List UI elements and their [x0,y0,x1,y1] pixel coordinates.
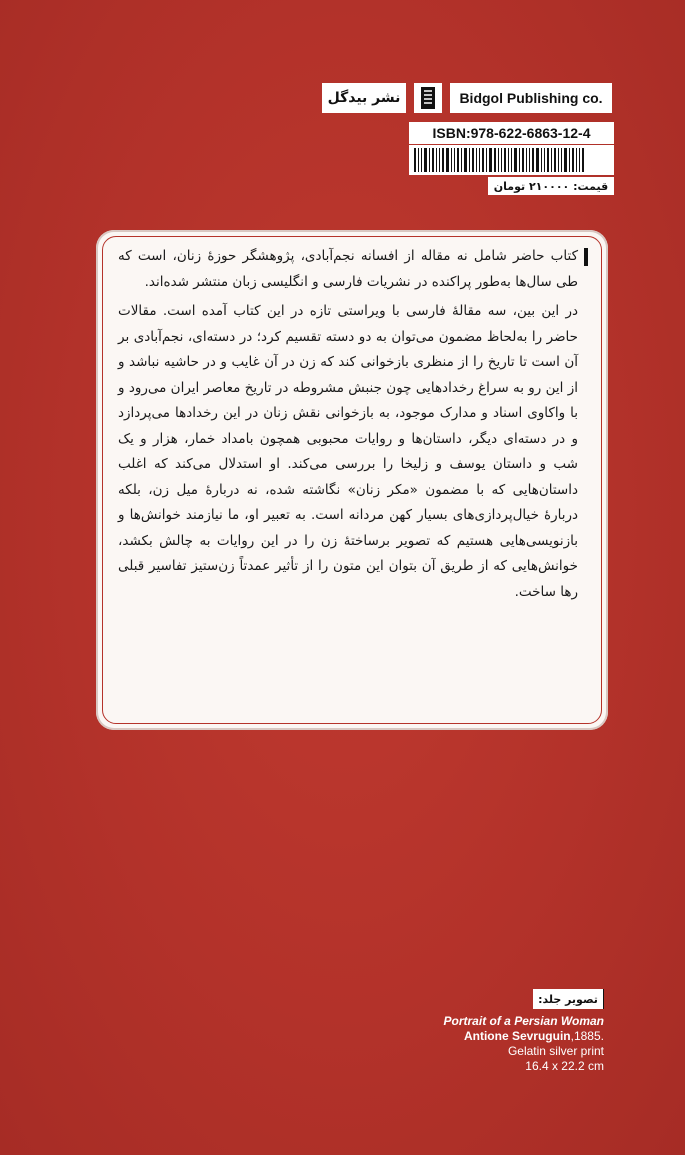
price-label: قیمت: ۲۱۰۰۰۰ تومان [488,177,614,195]
barcode-bar [572,148,574,172]
barcode-bar [486,148,487,172]
publisher-logo-icon [414,83,442,113]
barcode-bar [457,148,459,172]
barcode-bar [414,148,416,172]
barcode-bar [526,148,527,172]
barcode-bar [564,148,567,172]
barcode-bar [494,148,496,172]
description-card [96,230,608,730]
book-description [118,244,578,605]
barcode-bar [464,148,467,172]
barcode-bar [479,148,480,172]
barcode-bar [547,148,549,172]
barcode-bar [514,148,517,172]
cover-image-artist-line [400,1029,604,1044]
barcode-bar [454,148,455,172]
barcode-bar [421,148,422,172]
cover-credit-label: تصویر جلد: [533,989,603,1009]
barcode-bar [536,148,539,172]
barcode-bar [461,148,462,172]
barcode-bar [532,148,534,172]
publisher-name-fa: نشر بیدگل [322,83,406,113]
barcode-bar [569,148,570,172]
barcode-bar [582,148,584,172]
description-paragraph-2: در این بین، سه مقالهٔ فارسی با ویراستی تازه در این کتاب آمده است. مقالات حاضر را به‌لحاظ مضمون می‌توان به دو دسته تقسیم کرد؛ در دسته‌ای، نجم‌آبادی بر آن است تا تاریخ را از منظری بازخوانی کند که زن در آن غایب و در حاشیه نباشد و از این رو به سراغ رخدادهایی چون جنبش مشروطه در تاریخ معاصر ایران می‌رود و با واکاوی اسناد و مدارک موجود، به بازخوانی نقش زنان در این رخدادها می‌پردازد و در دسته‌ای دیگر، داستان‌ها و روایات محبوبی همچون بامداد خمار، هزار و یک شب و داستان یوسف و زلیخا را بررسی می‌کند. او استدلال می‌کند که اغلب داستان‌هایی که با مضمون «مکر زنان» نگاشته شده، نه دربارهٔ میل زن، بلکه دربارهٔ خیال‌پردازی‌های بسیار کهن مردانه است. به تعبیر او، ما نیازمند خوانش‌ها و بازنویسی‌هایی هستیم که تصویر برساختهٔ زن را در این روایات به چالش بکشد، خوانش‌هایی که از طریق آن بتوان این متون را از تأثیر عمدتاً زن‌ستیز تفاسیر قبلی رها ساخت. [118,303,578,600]
barcode-bar [579,148,580,172]
barcode-bar [418,148,419,172]
barcode-bar [476,148,477,172]
barcode-bar [451,148,452,172]
description-paragraph-1: کتاب حاضر شامل نه مقاله از افسانه نجم‌آبادی، پژوهشگر حوزهٔ زنان، است که طی سال‌ها به‌طور پراکنده در نشریات فارسی و انگلیسی زبان منتشر شده‌اند. [118,248,578,290]
cover-image-year: ,1885. [570,1029,604,1043]
barcode-bar [529,148,530,172]
barcode-bar [429,148,430,172]
barcode-bar [558,148,559,172]
barcode-bar [482,148,484,172]
publisher-name-en: Bidgol Publishing co. [450,83,612,113]
barcode-bar [554,148,556,172]
cover-credit [400,1014,604,1074]
barcode-bar [541,148,542,172]
barcode-bar [508,148,509,172]
barcode-bar [442,148,444,172]
barcode-bar [472,148,474,172]
cover-image-medium: Gelatin silver print [507,1044,604,1058]
barcode-bar [511,148,512,172]
barcode-bar [576,148,577,172]
barcode-icon [409,145,614,175]
barcode-bar [551,148,552,172]
isbn-text: ISBN:978-622-6863-12-4 [409,122,614,144]
barcode-bar [469,148,470,172]
cover-image-artist: Antione Sevruguin [463,1029,571,1043]
publisher-block [322,83,612,116]
barcode-bar [519,148,520,172]
barcode-bar [504,148,506,172]
barcode-bar [544,148,545,172]
barcode-bar [439,148,440,172]
barcode-bar [446,148,449,172]
barcode-bar [561,148,562,172]
barcode-bar [498,148,499,172]
barcode-bar [436,148,437,172]
cover-image-size: 16.4 x 22.2 cm [525,1059,604,1073]
barcode-bar [501,148,502,172]
cover-image-title: Portrait of a Persian Woman [443,1014,604,1028]
paragraph-marker [584,248,588,266]
barcode-bar [522,148,524,172]
barcode-bar [489,148,492,172]
barcode-bar [432,148,434,172]
barcode-bar [424,148,427,172]
